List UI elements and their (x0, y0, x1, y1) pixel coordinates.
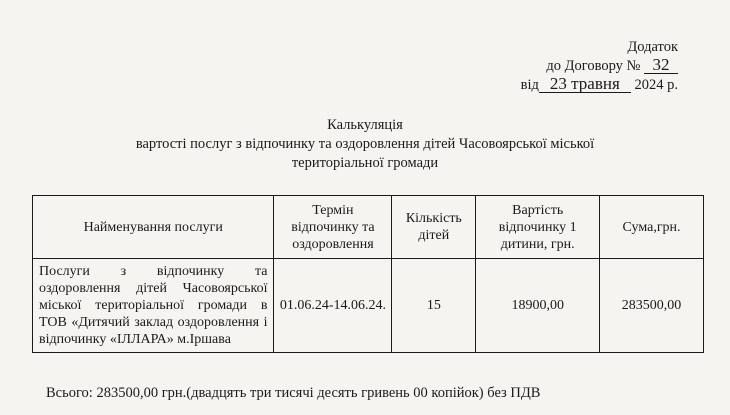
contract-number: 32 (644, 57, 678, 74)
cell-count: 15 (392, 259, 476, 353)
appendix-label: Додаток (627, 39, 678, 55)
contract-date-line (521, 76, 678, 95)
contract-date-prefix: від (520, 77, 539, 93)
header-sum: Сума,грн. (600, 196, 704, 259)
title-subtitle: вартості послуг з відпочинку та оздоровлення дітей Часовоярської міської територіальної громади (135, 136, 595, 171)
header-price: Вартість відпочинку 1 дитини, грн. (476, 196, 600, 259)
table-row (33, 259, 704, 353)
cell-service: Послуги з відпочинку та оздоровлення дітей Часовоярської міської територіальної громади в ТОВ «Дитячий заклад оздоровлення і відпочинку «ІЛЛАРА» м.Іршава (33, 259, 274, 353)
header-service: Найменування послуги (33, 196, 274, 259)
cell-price: 18900,00 (476, 259, 600, 353)
contract-date: 23 травня (539, 76, 631, 93)
calculation-table (32, 195, 704, 353)
document-title (0, 116, 730, 173)
cell-period: 01.06.24-14.06.24. (274, 259, 392, 353)
cell-sum: 283500,00 (600, 259, 704, 353)
header-period: Термін відпочинку та оздоровлення (274, 196, 392, 259)
table-header-row (33, 196, 704, 259)
appendix-block (521, 38, 678, 95)
title-heading: Калькуляція (327, 117, 403, 133)
header-count: Кількість дітей (392, 196, 476, 259)
contract-date-suffix: 2024 р. (634, 77, 678, 93)
contract-number-prefix: до Договору № (546, 58, 641, 74)
total-line: Всього: 283500,00 грн.(двадцять три тисячі десять гривень 00 копійок) без ПДВ (46, 385, 541, 401)
